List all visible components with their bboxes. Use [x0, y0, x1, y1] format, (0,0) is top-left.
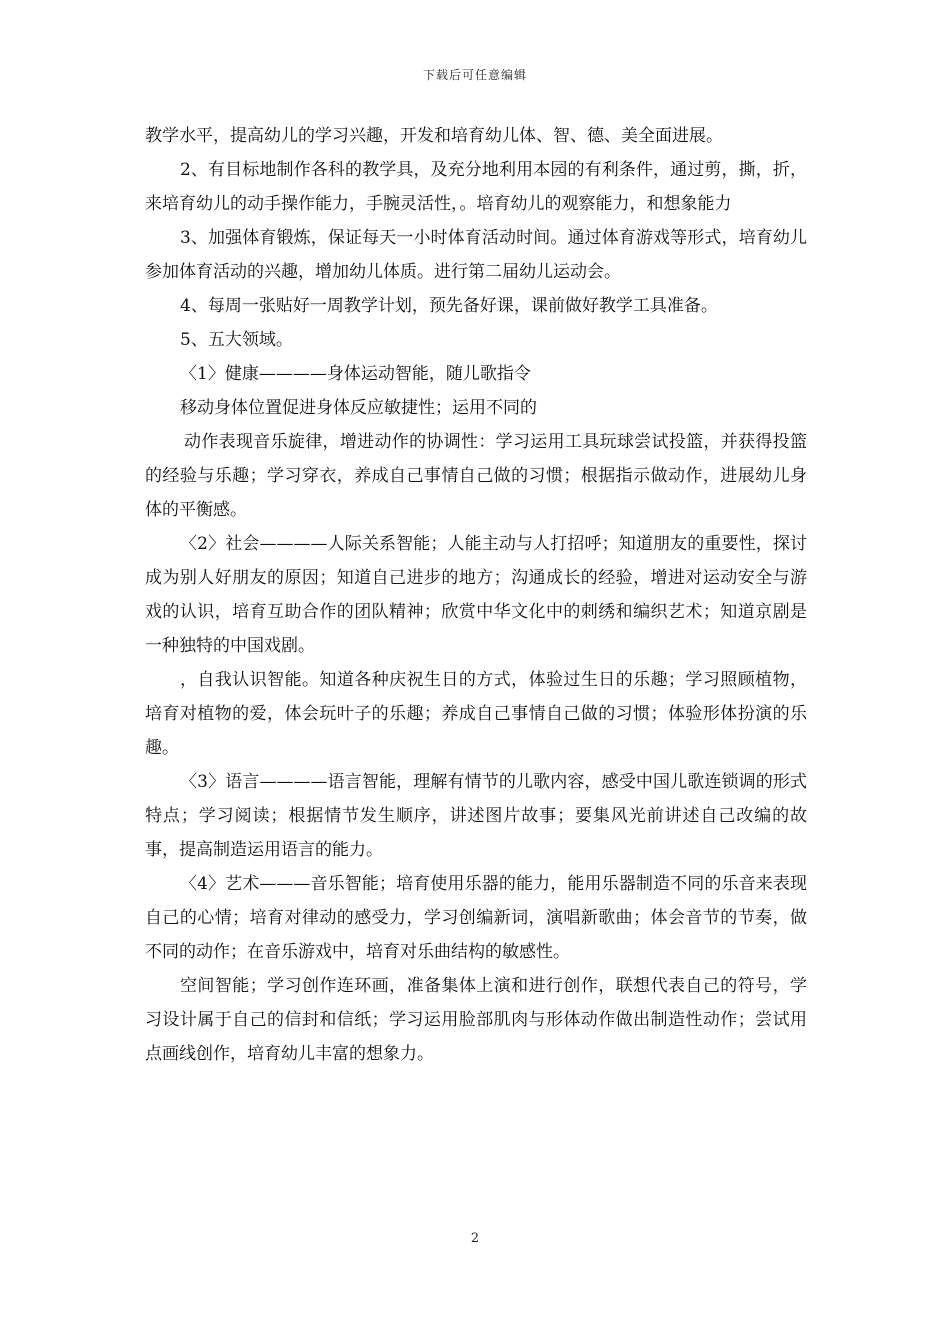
paragraph-language: 〈3〉语言————语言智能，理解有情节的儿歌内容，感受中国儿歌连锁调的形式特点；学习阅读；根据情节发生顺序，讲述图片故事；要集风光前讲述自己改编的故事，提高制造运用语言的能力。 — [145, 772, 807, 860]
paragraph-item-2: 2、有目标地制作各科的教学具，及充分地利用本园的有利条件，通过剪，撕，折，来培育幼儿的动手操作能力，手腕灵活性，。培育幼儿的观察能力，和想象能力 — [145, 160, 807, 214]
paragraph-society: 〈2〉社会————人际关系智能；人能主动与人打招呼；知道朋友的重要性，探讨成为别人好朋友的原因；知道自己进步的地方；沟通成长的经验，增进对运动安全与游戏的认识，培育互助合作的团队精神；欣赏中华文化中的刺绣和编织艺术；知道京剧是一种独特的中国戏剧。 — [145, 534, 807, 656]
page-number: 2 — [470, 1231, 480, 1246]
paragraph-health-body: 动作表现音乐旋律，增进动作的协调性：学习运用工具玩球尝试投篮，并获得投篮的经验与乐趣；学习穿衣，养成自己事情自己做的习惯；根据指示做动作，进展幼儿身体的平衡感。 — [145, 432, 807, 520]
paragraph-item-3: 3、加强体育锻炼，保证每天一小时体育活动时间。通过体育游戏等形式，培育幼儿参加体育活动的兴趣，增加幼儿体质。进行第二届幼儿运动会。 — [145, 228, 807, 282]
paragraph-intro: 教学水平，提高幼儿的学习兴趣，开发和培育幼儿体、智、德、美全面进展。 — [145, 126, 723, 146]
paragraph-item-4: 4、每周一张贴好一周教学计划，预先备好课，课前做好教学工具准备。 — [180, 296, 718, 316]
paragraph-item-5: 5、五大领域。 — [180, 330, 293, 350]
paragraph-health-line: 移动身体位置促进身体反应敏捷性；运用不同的 — [180, 398, 537, 418]
paragraph-self-awareness: ，自我认识智能。知道各种庆祝生日的方式，体验过生日的乐趣；学习照顾植物，培育对植物的爱，体会玩叶子的乐趣；养成自己事情自己做的习惯；体验形体扮演的乐趣。 — [145, 670, 807, 758]
page-header: 下载后可任意编辑 — [422, 68, 527, 82]
paragraph-health-heading: 〈1〉健康————身体运动智能，随儿歌指令 — [180, 364, 531, 384]
paragraph-spatial: 空间智能；学习创作连环画，准备集体上演和进行创作，联想代表自己的符号，学习设计属于自己的信封和信纸；学习运用脸部肌肉与形体动作做出制造性动作；尝试用点画线创作，培育幼儿丰富的想象力。 — [145, 976, 807, 1064]
document-body — [145, 119, 807, 1071]
paragraph-art: 〈4〉艺术———音乐智能；培育使用乐器的能力，能用乐器制造不同的乐音来表现自己的心情；培育对律动的感受力，学习创编新词，演唱新歌曲；体会音节的节奏，做不同的动作；在音乐游戏中，培育对乐曲结构的敏感性。 — [145, 874, 807, 962]
